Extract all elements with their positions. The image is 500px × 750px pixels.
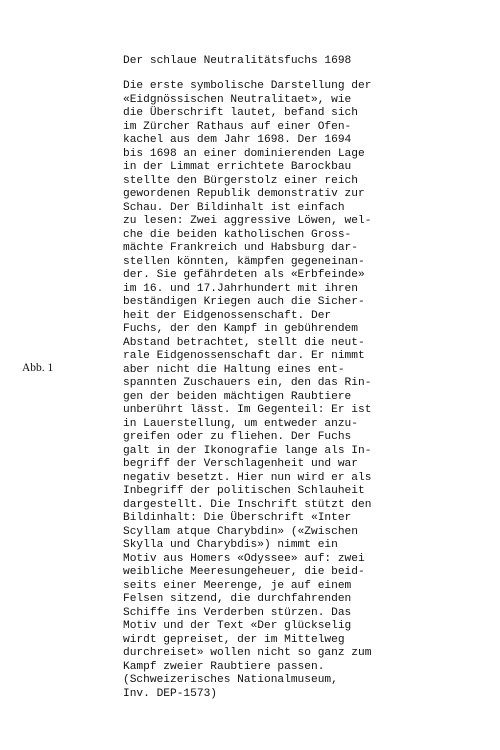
text-line: unberührt lässt. Im Gegenteil: Er ist [123,404,372,416]
text-line: greifen oder zu fliehen. Der Fuchs [123,431,352,443]
text-line: in der Limmat errichtete Barockbau [123,161,352,173]
figure-reference: Abb. 1 [22,362,54,374]
text-line: Fuchs, der den Kampf in gebührendem [123,323,358,335]
text-line: Die erste symbolische Darstellung der [123,80,372,92]
text-line: rale Eidgenossenschaft dar. Er nimmt [123,350,365,362]
text-line: zu lesen: Zwei aggressive Löwen, wel- [123,215,372,227]
body-paragraph [123,80,371,701]
text-line: bis 1698 an einer dominierenden Lage [123,147,365,160]
text-line: Schau. Der Bildinhalt ist einfach [123,201,345,214]
text-line: negativ besetzt. Hier nun wird er als [123,471,372,484]
text-line: im 16. und 17.Jahrhundert mit ihren [123,282,358,295]
text-line: stellte den Bürgerstolz einer reich [123,174,358,187]
text-line: begriff der Verschlagenheit und war [123,458,358,470]
text-line: aber nicht die Haltung eines ent- [123,363,345,376]
text-line: Skylla und Charybdis») nimmt ein [123,539,338,551]
text-line: «Eidgnössischen Neutralitaet», wie [123,93,352,106]
text-line: Felsen sitzend, die durchfahrenden [123,593,352,605]
text-line: Kampf zweier Raubtiere passen. [123,660,325,673]
text-line: Motiv und der Text «Der glückselig [123,620,352,632]
text-line: der. Sie gefährdeten als «Erbfeinde» [123,269,365,281]
text-line: Motiv aus Homers «Odyssee» auf: zwei [123,552,365,565]
text-line: (Schweizerisches Nationalmuseum, [123,674,338,686]
text-line: kachel aus dem Jahr 1698. Der 1694 [123,134,352,146]
text-line: Bildinhalt: Die Überschrift «Inter [123,512,352,524]
text-line: gewordenen Republik demonstrativ zur [123,188,365,200]
text-line: seits einer Meerenge, je auf einem [123,579,352,592]
text-line: heit der Eidgenossenschaft. Der [123,309,332,322]
text-line: mächte Frankreich und Habsburg dar- [123,242,358,254]
text-line: Abstand betrachtet, stellt die neut- [123,336,365,349]
page-title: Der schlaue Neutralitätsfuchs 1698 [123,55,352,67]
text-line: Schiffe ins Verderben stürzen. Das [123,606,352,619]
text-line: che die beiden katholischen Gross- [123,228,352,241]
text-line: galt in der Ikonografie lange als In- [123,444,372,457]
text-line: stellen könnten, kämpfen gegeneinan- [123,255,365,268]
text-line: die Überschrift lautet, befand sich [123,107,358,119]
text-line: in Lauerstellung, um entweder anzu- [123,417,358,430]
text-line: im Zürcher Rathaus auf einer Ofen- [123,120,352,133]
text-line: Scyllam atque Charybdin» («Zwischen [123,525,358,538]
text-line: beständigen Kriegen auch die Sicher- [123,296,365,308]
text-line: dargestellt. Die Inschrift stützt den [123,498,372,511]
text-line: spannten Zuschauers ein, den das Rin- [123,377,372,389]
text-line: gen der beiden mächtigen Raubtiere [123,390,352,403]
text-line: durchreiset» wollen nicht so ganz zum [123,647,372,659]
text-line: Inv. DEP-1573) [123,687,217,700]
text-line: weibliche Meeresungeheuer, die beid- [123,566,365,578]
text-line: wirdt gepreiset, der im Mittelweg [123,633,345,646]
text-line: Inbegriff der politischen Schlauheit [123,485,365,497]
